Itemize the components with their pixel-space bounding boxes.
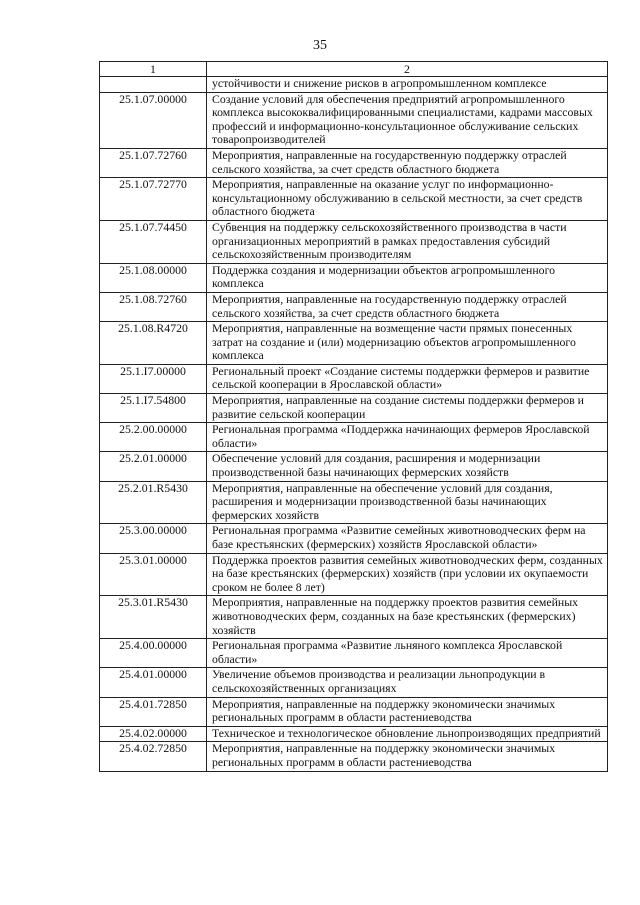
table-row: [100, 452, 608, 481]
row-code: 25.1.07.72760: [100, 148, 207, 177]
row-code: 25.1.07.00000: [100, 92, 207, 148]
row-description: Мероприятия, направленные на государственную поддержку отраслей сельского хозяйства, за счет средств областного бюджета: [207, 148, 608, 177]
table-row: [100, 423, 608, 452]
table-body: [100, 77, 608, 772]
row-code: 25.4.01.72850: [100, 697, 207, 726]
row-description: Региональная программа «Поддержка начинающих фермеров Ярославской области»: [207, 423, 608, 452]
table-row: [100, 292, 608, 321]
page-number: 35: [313, 38, 327, 53]
budget-classification-table: [99, 61, 608, 772]
row-description: Создание условий для обеспечения предприятий агропромышленного комплекса высококвалифицированными специалистами, кадрами массовых профессий и информационно-консультационное обслуживание сельских товаропроизводителей: [207, 92, 608, 148]
row-description: Мероприятия, направленные на государственную поддержку отраслей сельского хозяйства, за счет средств областного бюджета: [207, 292, 608, 321]
column-header-code: 1: [100, 62, 207, 77]
row-description: Субвенция на поддержку сельскохозяйственного производства в части организационных мероприятий в рамках предоставления субсидий сельскохозяйственным производителям: [207, 220, 608, 263]
table-row: [100, 394, 608, 423]
table-header-row: [100, 62, 608, 77]
row-description: Региональный проект «Создание системы поддержки фермеров и развитие сельской кооперации в Ярославской области»: [207, 364, 608, 393]
row-code: 25.1.07.74450: [100, 220, 207, 263]
row-code: 25.3.01.00000: [100, 553, 207, 596]
row-code: [100, 77, 207, 93]
row-code: 25.4.02.72850: [100, 742, 207, 771]
row-description: Мероприятия, направленные на поддержку проектов развития семейных животноводческих ферм, созданных на базе крестьянских (фермерских) хозяйств: [207, 596, 608, 639]
row-description: Поддержка создания и модернизации объектов агропромышленного комплекса: [207, 263, 608, 292]
row-description: Техническое и технологическое обновление льнопроизводящих предприятий: [207, 726, 608, 742]
row-description: Мероприятия, направленные на создание системы поддержки фермеров и развитие сельской кооперации: [207, 394, 608, 423]
table-row: [100, 697, 608, 726]
row-code: 25.4.01.00000: [100, 668, 207, 697]
table-row: [100, 77, 608, 93]
row-code: 25.1.I7.54800: [100, 394, 207, 423]
row-description: Региональная программа «Развитие льняного комплекса Ярославской области»: [207, 639, 608, 668]
row-description: Мероприятия, направленные на возмещение части прямых понесенных затрат на создание и (или) модернизацию объектов агропромышленного комплекса: [207, 322, 608, 365]
table-row: [100, 92, 608, 148]
table-row: [100, 322, 608, 365]
row-code: 25.1.08.72760: [100, 292, 207, 321]
row-code: 25.3.01.R5430: [100, 596, 207, 639]
table-row: [100, 639, 608, 668]
row-description: Мероприятия, направленные на поддержку экономически значимых региональных программ в области растениеводства: [207, 697, 608, 726]
table-row: [100, 668, 608, 697]
row-description: Увеличение объемов производства и реализации льнопродукции в сельскохозяйственных организациях: [207, 668, 608, 697]
table-row: [100, 596, 608, 639]
table-row: [100, 553, 608, 596]
table-row: [100, 263, 608, 292]
table-row: [100, 481, 608, 524]
table-row: [100, 178, 608, 221]
row-code: 25.1.08.00000: [100, 263, 207, 292]
row-code: 25.3.00.00000: [100, 524, 207, 553]
row-code: 25.1.08.R4720: [100, 322, 207, 365]
row-description: Мероприятия, направленные на обеспечение условий для создания, расширения и модернизации производственной базы начинающих фермерских хозяйств: [207, 481, 608, 524]
row-code: 25.2.01.R5430: [100, 481, 207, 524]
table-row: [100, 148, 608, 177]
column-header-name: 2: [207, 62, 608, 77]
table-row: [100, 364, 608, 393]
row-code: 25.1.07.72770: [100, 178, 207, 221]
row-code: 25.4.00.00000: [100, 639, 207, 668]
row-code: 25.4.02.00000: [100, 726, 207, 742]
row-code: 25.2.00.00000: [100, 423, 207, 452]
table-row: [100, 524, 608, 553]
table-row: [100, 742, 608, 771]
row-description: Мероприятия, направленные на оказание услуг по информационно-консультационному обслуживанию в сельской местности, за счет средств областного бюджета: [207, 178, 608, 221]
row-code: 25.2.01.00000: [100, 452, 207, 481]
table-row: [100, 726, 608, 742]
row-code: 25.1.I7.00000: [100, 364, 207, 393]
table-row: [100, 220, 608, 263]
row-description: Региональная программа «Развитие семейных животноводческих ферм на базе крестьянских (фермерских) хозяйств Ярославской области»: [207, 524, 608, 553]
row-description: Мероприятия, направленные на поддержку экономически значимых региональных программ в области растениеводства: [207, 742, 608, 771]
row-description: Поддержка проектов развития семейных животноводческих ферм, созданных на базе крестьянских (фермерских) хозяйств (при условии их окупаемости сроком не более 8 лет): [207, 553, 608, 596]
row-description: устойчивости и снижение рисков в агропромышленном комплексе: [207, 77, 608, 93]
row-description: Обеспечение условий для создания, расширения и модернизации производственной базы начинающих фермерских хозяйств: [207, 452, 608, 481]
